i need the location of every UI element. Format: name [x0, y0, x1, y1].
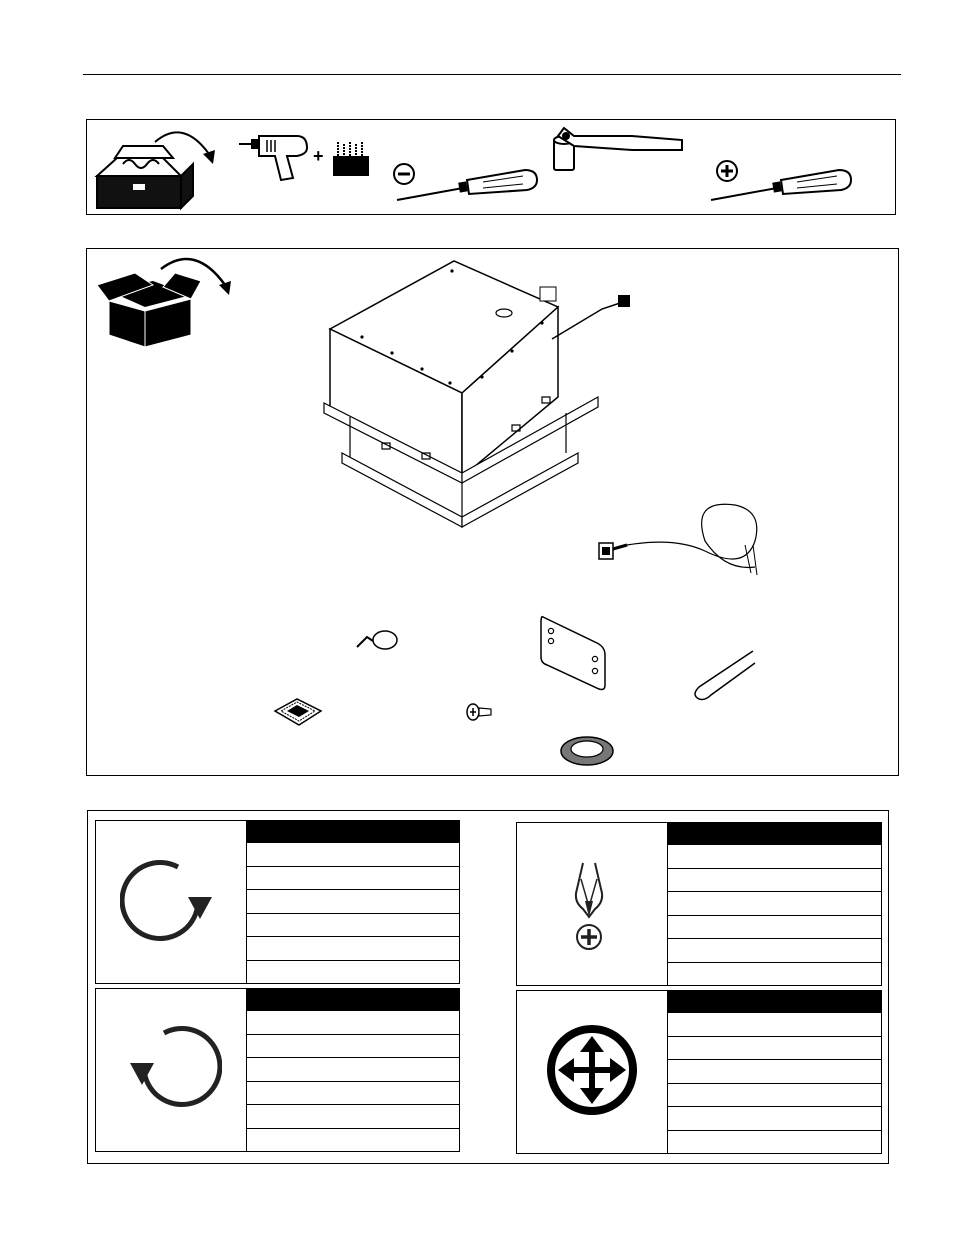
tighten-phillips-icon [561, 861, 617, 953]
legend-card-tighten [516, 822, 882, 986]
adhesive-pad-icon [273, 697, 323, 727]
legend-row [668, 1084, 881, 1108]
legend-table-header [247, 821, 459, 843]
cable-tie-icon [355, 627, 401, 653]
legend-row [668, 939, 881, 963]
clockwise-icon [120, 853, 220, 943]
legend-row [247, 937, 459, 961]
flathead-screwdriver-icon [393, 162, 539, 208]
hairpin-clip-icon [689, 647, 759, 703]
legend-row [668, 1013, 881, 1037]
plus-sign: + [313, 146, 324, 166]
legend-row [247, 961, 459, 984]
toolbox-icon [93, 124, 223, 214]
legend-table [668, 991, 881, 1153]
screw-icon [465, 701, 495, 723]
legend-row [247, 1011, 459, 1035]
legend-row [247, 1129, 459, 1152]
legend-table-header [668, 991, 881, 1013]
legend-row [668, 1037, 881, 1061]
legend-panel [87, 810, 889, 1164]
legend-row [247, 1082, 459, 1106]
legend-row [668, 892, 881, 916]
legend-table-header [668, 823, 881, 845]
legend-row [247, 1058, 459, 1082]
legend-table [668, 823, 881, 985]
legend-row [668, 963, 881, 986]
ceiling-box-assembly-icon [322, 257, 642, 533]
socket-wrench-icon [552, 126, 686, 174]
legend-row [668, 1107, 881, 1131]
legend-row [247, 890, 459, 914]
counterclockwise-icon [122, 1019, 222, 1111]
drill-icon [239, 134, 311, 184]
legend-table [247, 821, 459, 983]
legend-row [247, 1105, 459, 1129]
legend-card-counterclockwise [95, 988, 460, 1152]
legend-row [668, 845, 881, 869]
open-box-icon [95, 251, 235, 349]
phillips-screwdriver-icon [707, 160, 853, 208]
legend-table-header [247, 989, 459, 1011]
legend-icon-cell [517, 991, 668, 1153]
legend-row [668, 1060, 881, 1084]
adjust-arrows-icon [546, 1024, 638, 1116]
legend-icon-cell [96, 989, 247, 1151]
header-rule [83, 74, 901, 75]
legend-card-clockwise [95, 820, 460, 984]
grommet-icon [559, 733, 615, 769]
legend-row [247, 867, 459, 891]
tools-required-panel [86, 119, 896, 215]
power-cable-icon [595, 501, 769, 577]
drill-bits-icon [333, 142, 369, 176]
legend-icon-cell [96, 821, 247, 983]
legend-row [668, 1131, 881, 1154]
legend-row [668, 916, 881, 940]
legend-row [247, 1035, 459, 1059]
legend-table [247, 989, 459, 1151]
parts-panel [86, 248, 899, 776]
legend-row [668, 869, 881, 893]
mounting-plate-icon [539, 613, 609, 693]
legend-icon-cell [517, 823, 668, 985]
legend-row [247, 843, 459, 867]
legend-card-adjust [516, 990, 882, 1154]
legend-row [247, 914, 459, 938]
